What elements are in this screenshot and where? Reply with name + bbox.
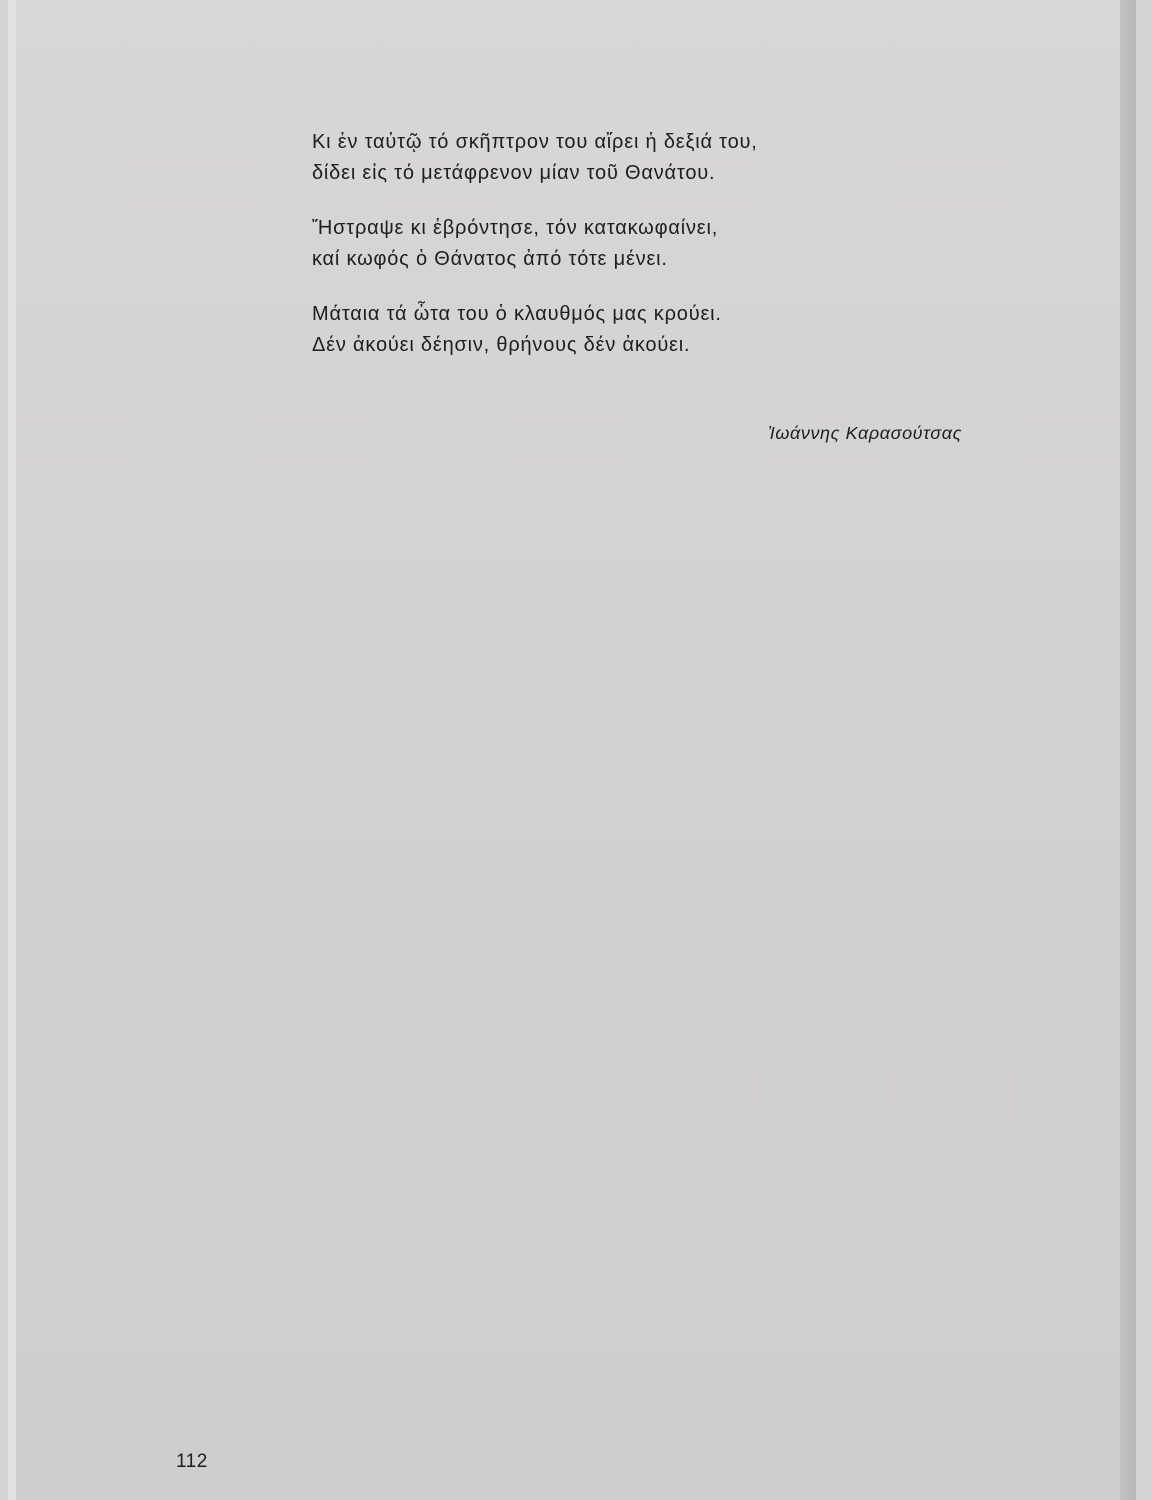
poem-line: Κι ἐν ταὐτῷ τό σκῆπτρον του αἴρει ἡ δεξιά του, — [312, 131, 758, 153]
poem-line: Δέν ἀκούει δέησιν, θρήνους δέν ἀκούει. — [312, 334, 691, 356]
poem-line: καί κωφός ὁ Θάνατος ἀπό τότε μένει. — [312, 248, 668, 270]
page-number: 112 — [176, 1451, 208, 1472]
page-right-edge — [1120, 0, 1136, 1500]
poem — [312, 127, 952, 385]
poem-line: Μάταια τά ὦτα του ὁ κλαυθμός μας κρούει. — [312, 303, 722, 325]
poem-author: Ἰωάννης Καρασούτσας — [768, 423, 962, 443]
poem-line: δίδει εἰς τό μετάφρενον μίαν τοῦ Θανάτου. — [312, 162, 716, 184]
stanza-2 — [312, 213, 952, 275]
page-left-margin — [8, 0, 16, 1500]
stanza-1 — [312, 127, 952, 189]
poem-line: Ἤστραψε κι ἐβρόντησε, τόν κατακωφαίνει, — [312, 217, 719, 239]
stanza-3 — [312, 299, 952, 361]
book-page — [8, 0, 1136, 1500]
